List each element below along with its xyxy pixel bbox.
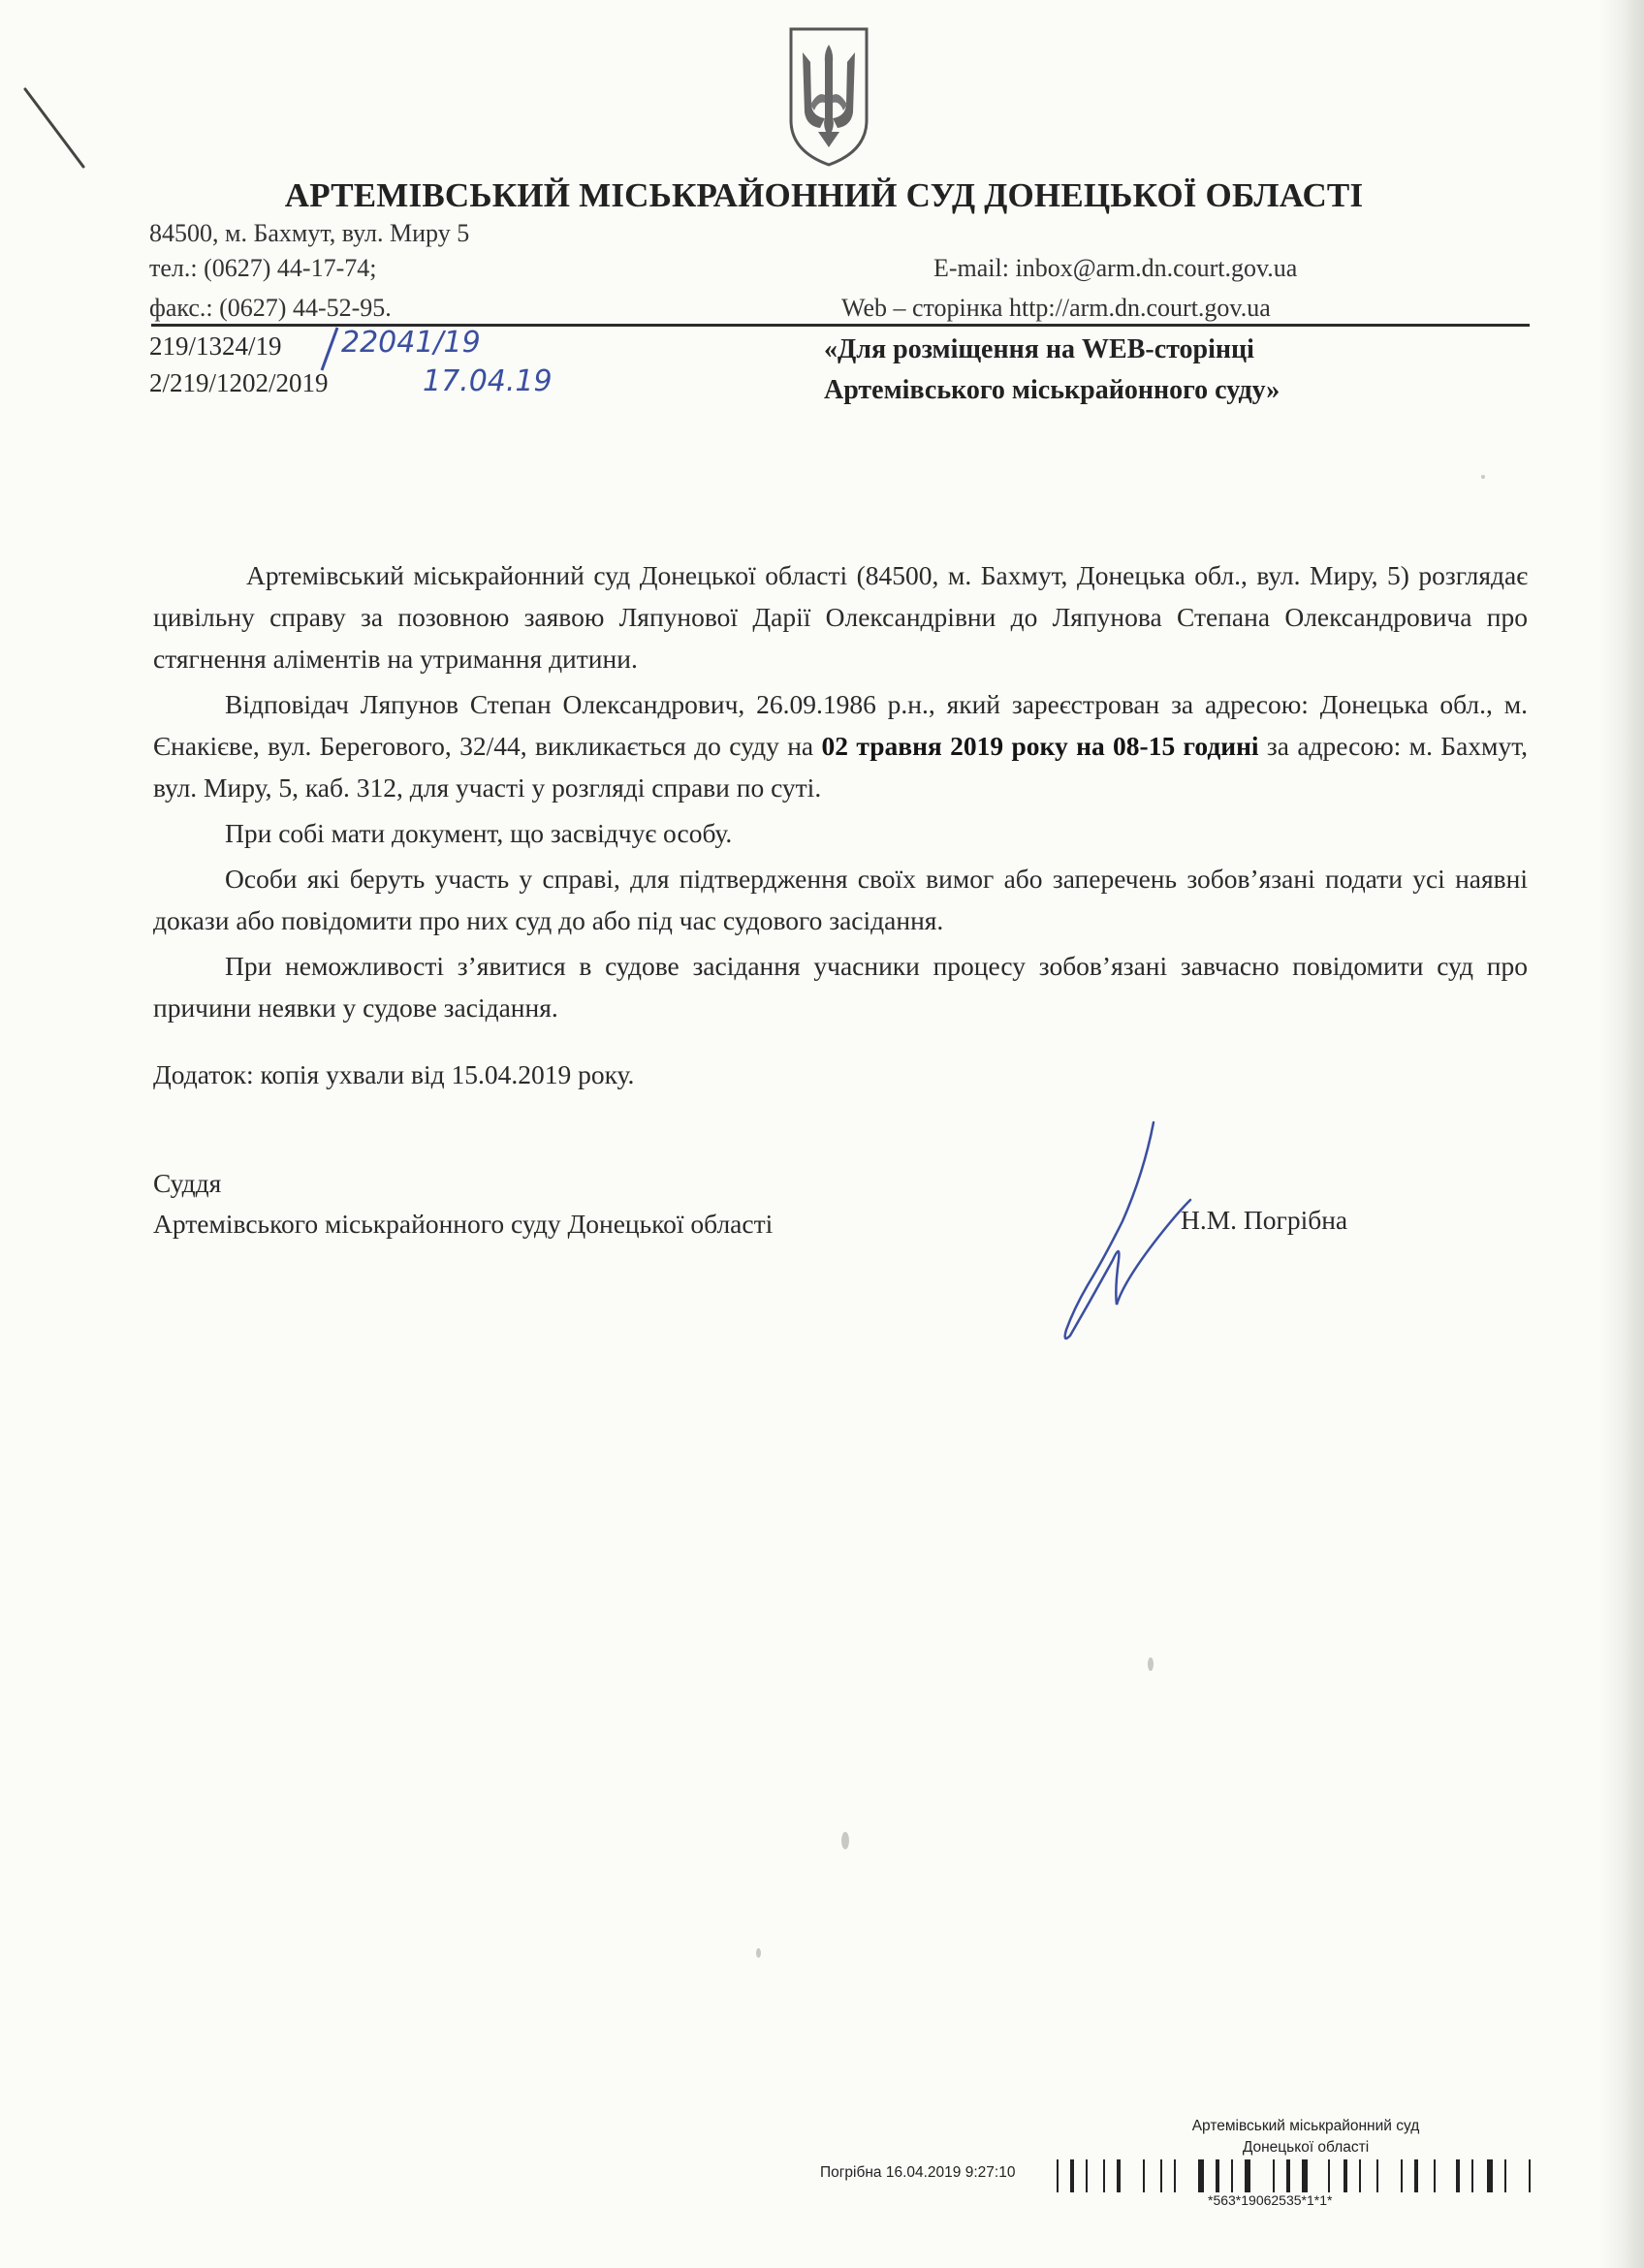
- barcode-bar: [1174, 2159, 1176, 2192]
- barcode-bar: [1414, 2159, 1418, 2192]
- coat-of-arms-icon: [785, 23, 872, 169]
- stamp-court-line-2: Донецької області: [1242, 2139, 1370, 2156]
- court-website: Web – сторінка http://arm.dn.court.gov.ua: [841, 294, 1271, 322]
- court-title: АРТЕМІВСЬКИЙ МІСЬКРАЙОННИЙ СУД ДОНЕЦЬКОЇ ОБЛАСТІ: [284, 176, 1364, 214]
- barcode-bar: [1456, 2159, 1460, 2192]
- court-phone: тел.: (0627) 44-17-74;: [149, 254, 377, 282]
- barcode-text: *563*19062535*1*1*: [1208, 2192, 1333, 2208]
- barcode-bar: [1117, 2159, 1121, 2192]
- barcode-bar: [1086, 2159, 1088, 2192]
- handwritten-incoming-number: 22041/19: [341, 326, 481, 360]
- handwritten-date: 17.04.19: [423, 364, 553, 398]
- barcode-bar: [1359, 2159, 1361, 2192]
- barcode-bar: [1103, 2159, 1105, 2192]
- web-note-line-2: Артемівського міськрайонного суду»: [824, 375, 1280, 405]
- barcode-bar: [1434, 2159, 1436, 2192]
- barcode-bar: [1302, 2159, 1308, 2192]
- barcode-bar: [1376, 2159, 1378, 2192]
- p2-end: за адресою: м. Бахмут, вул. Миру, 5, каб. 312, для участі у розгляді справи по суті.: [153, 731, 1529, 803]
- handwritten-signature: [998, 1115, 1221, 1357]
- barcode-bar: [1328, 2159, 1330, 2192]
- barcode-bar: [1143, 2159, 1145, 2192]
- registration-stamp-court: [1159, 2116, 1452, 2158]
- body-paragraph-4: Особи які беруть участь у справі, для підтвердження своїх вимог або заперечень зобов’язані подати усі наявні докази або повідомити про них суд до або під час судового засідання.: [153, 864, 1528, 935]
- body-paragraph-1: Артемівський міськрайонний суд Донецької області (84500, м. Бахмут, Донецька обл., вул. Миру, 5) розглядає цивільну справу за позовною заявою Ляпунової Дарії Олександрівни до Ляпунова Степана Олександровича про стягнення аліментів на утримання дитини.: [153, 560, 1528, 674]
- corner-pen-mark: [21, 85, 89, 173]
- scan-speck: [756, 1948, 761, 1958]
- barcode-bar: [1401, 2159, 1403, 2192]
- hearing-date-time: 02 травня 2019 року на 08-15 годині: [821, 731, 1259, 761]
- barcode-bar: [1471, 2159, 1473, 2192]
- court-fax: факс.: (0627) 44-52-95.: [149, 294, 392, 322]
- signature-block: [153, 1163, 773, 1244]
- court-address: 84500, м. Бахмут, вул. Миру 5: [149, 219, 470, 247]
- court-email: E-mail: inbox@arm.dn.court.gov.ua: [933, 254, 1298, 282]
- scan-speck: [1481, 475, 1485, 479]
- barcode-bar: [1273, 2159, 1275, 2192]
- web-publication-note: [824, 330, 1280, 411]
- barcode-bar: [1487, 2159, 1493, 2192]
- case-reference-2: 2/219/1202/2019: [149, 368, 329, 397]
- barcode-bar: [1529, 2159, 1531, 2192]
- handwritten-slash: [318, 326, 341, 372]
- judge-title: Суддя: [153, 1168, 222, 1198]
- barcode-bar: [1231, 2159, 1233, 2192]
- barcode-bar: [1286, 2159, 1290, 2192]
- registration-stamp-name: Погрібна 16.04.2019 9:27:10: [820, 2164, 1016, 2181]
- barcode-bar: [1504, 2159, 1506, 2192]
- barcode-bar: [1198, 2159, 1204, 2192]
- barcode-bar: [1245, 2159, 1250, 2192]
- registration-barcode: [1057, 2159, 1537, 2192]
- case-reference-1: 219/1324/19: [149, 331, 282, 361]
- body-paragraph-5: При неможливості з’явитися в судове засідання учасники процесу зобов’язані завчасно повідомити суд про причини неявки у судове засідання.: [153, 951, 1528, 1023]
- scan-speck: [841, 1832, 849, 1849]
- scan-speck: [1148, 1657, 1154, 1671]
- web-note-line-1: «Для розміщення на WEB-сторінці: [824, 334, 1254, 364]
- barcode-bar: [1344, 2159, 1347, 2192]
- body-paragraph-2: [153, 683, 1528, 808]
- p2-start: Відповідач Ляпунов Степан Олександрович, 26.09.1986 р.н., який зареєстрован за адресою: Донецька обл., м. Єнакієве, вул. Берегового, 32/44, викликається до суду на: [153, 689, 1528, 761]
- barcode-bar: [1070, 2159, 1074, 2192]
- addendum: Додаток: копія ухвали від 15.04.2019 року.: [153, 1059, 635, 1089]
- scan-edge-shadow: [1599, 0, 1644, 2268]
- body-paragraph-3: При собі мати документ, що засвідчує особу.: [225, 818, 733, 848]
- stamp-court-line-1: Артемівський міськрайонний суд: [1191, 2118, 1420, 2134]
- letter-body: [153, 554, 1528, 1032]
- barcode-bar: [1160, 2159, 1162, 2192]
- barcode-bar: [1216, 2159, 1219, 2192]
- judge-name: Н.М. Погрібна: [1181, 1205, 1348, 1235]
- judge-court: Артемівського міськрайонного суду Донецької області: [153, 1209, 774, 1239]
